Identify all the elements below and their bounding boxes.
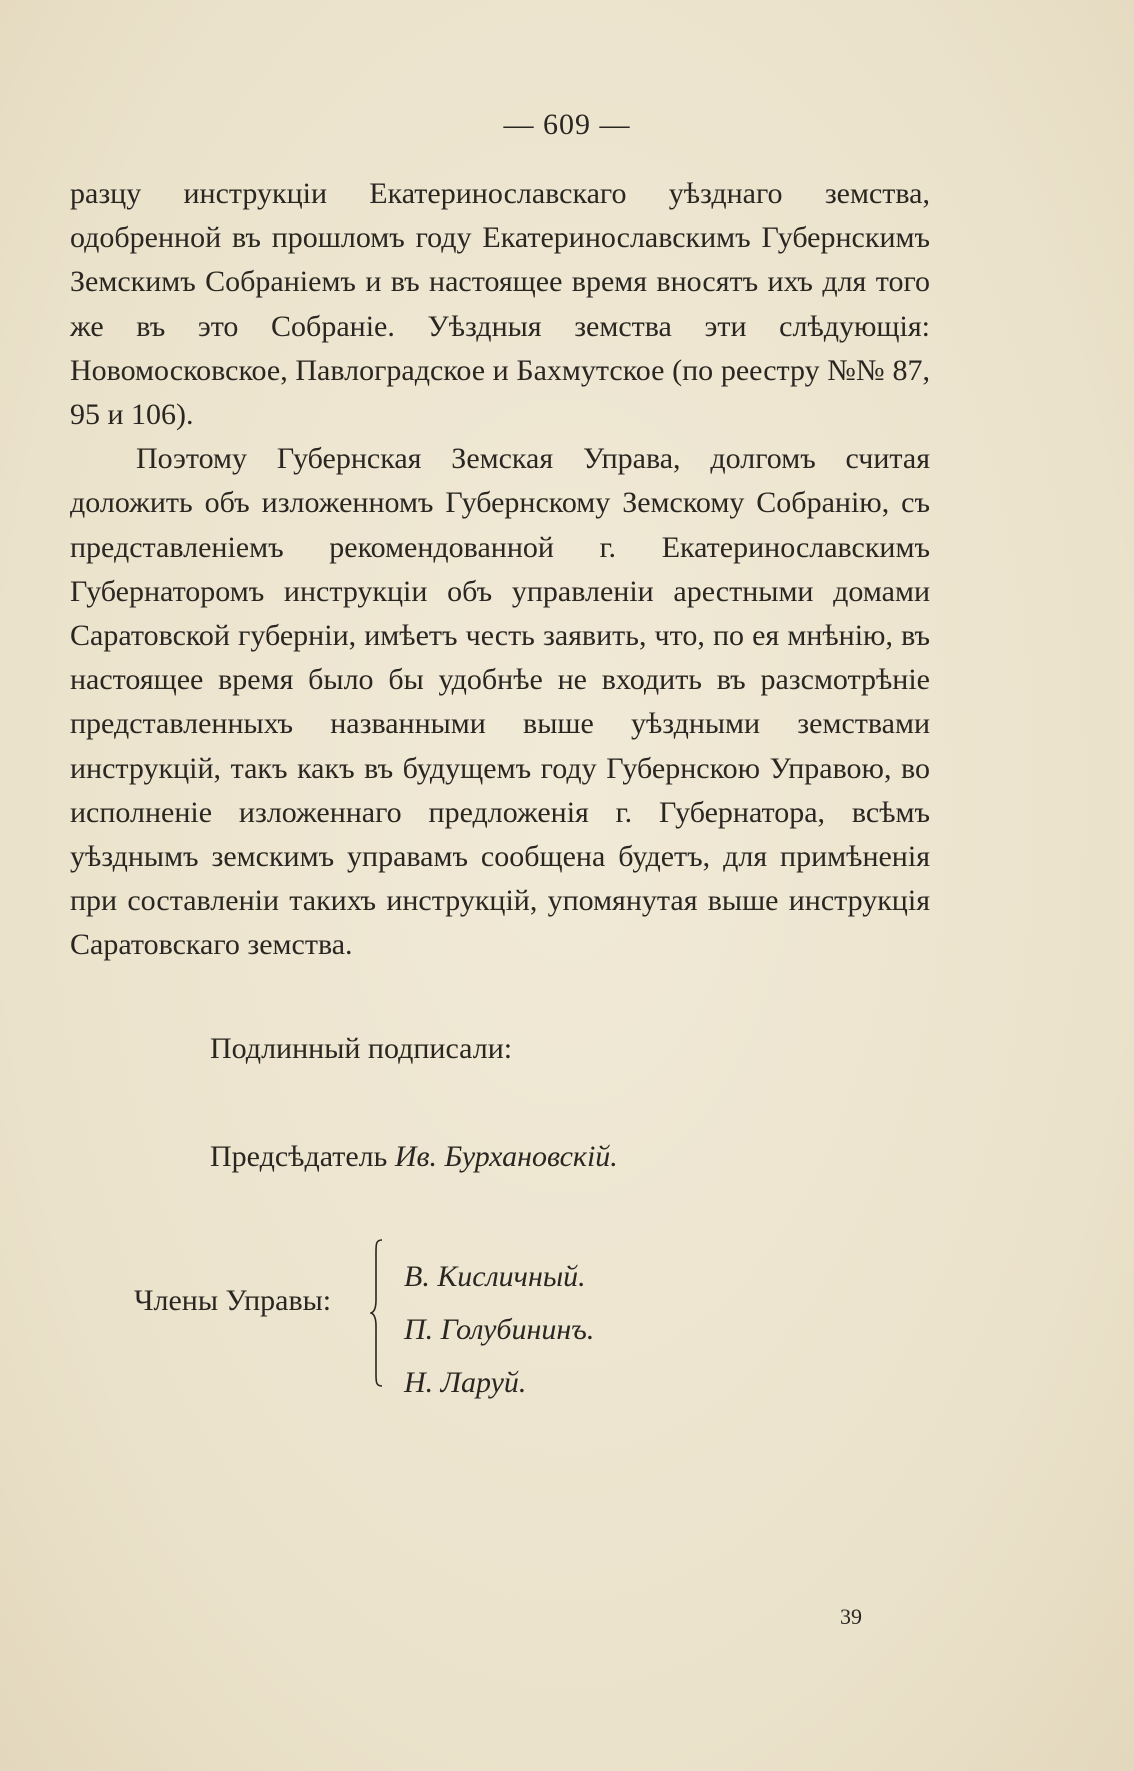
chair-title: Предсѣдатель	[210, 1140, 388, 1173]
member-name: Н. Ларуй.	[404, 1366, 527, 1399]
sheet-number: 39	[840, 1604, 862, 1629]
member-name: П. Голубининъ.	[404, 1313, 595, 1346]
paragraph-1: разцу инструкціи Екатеринославскаго уѣзднаго земства, одобренной въ прошломъ году Екатеринославскимъ Губернскимъ Земскимъ Собраніемъ и въ настоящее время вносятъ ихъ для того же въ это Собраніе. Уѣздныя земства эти слѣдующія: Новомосковское, Павлоградское и Бахмутское (по реестру №№ 87, 95 и 106).	[70, 177, 930, 432]
members-label: Члены Управы:	[134, 1284, 332, 1317]
signed-label: Подлинный подписали:	[210, 1032, 513, 1065]
chair-name: Ив. Бурхановскій.	[394, 1140, 618, 1173]
body-text	[70, 172, 930, 968]
chair-signature-line	[210, 1140, 618, 1174]
page-number-header: — 609 —	[503, 108, 631, 141]
paragraph-2: Поэтому Губернская Земская Управа, долгомъ считая доложить объ изложенномъ Губернскому Земскому Собранію, съ представленіемъ рекомендованной г. Екатеринославскимъ Губернаторомъ инструкціи объ управленіи арестными домами Саратовской губерніи, имѣетъ честь заявить, что, по ея мнѣнію, въ настоящее время было бы удобнѣе не входить въ разсмотрѣніе представленныхъ названными выше уѣздными земствами инструкцій, такъ какъ въ будущемъ году Губернскою Управою, во исполненіе изложеннаго предложенія г. Губернатора, всѣмъ уѣзднымъ земскимъ управамъ сообщена будетъ, для примѣненія при составленіи такихъ инструкцій, упомянутая выше инструкція Саратовскаго земства.	[70, 442, 930, 962]
member-name: В. Кисличный.	[404, 1260, 586, 1293]
members-list	[404, 1250, 594, 1409]
curly-brace-icon	[370, 1238, 384, 1388]
